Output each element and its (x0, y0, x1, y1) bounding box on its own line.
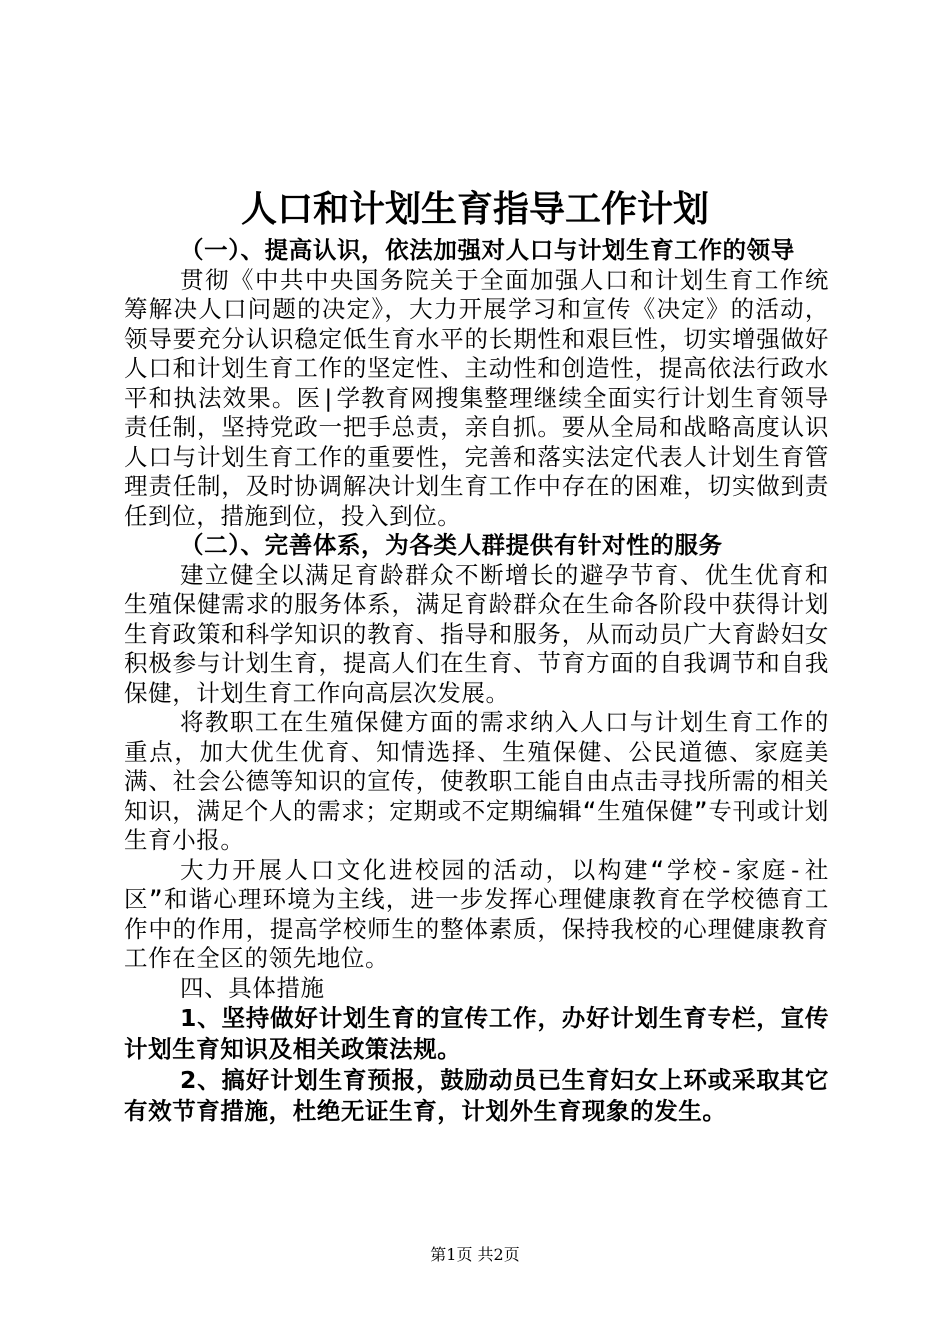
body-paragraph: 建立健全以满足育龄群众不断增长的避孕节育、优生优育和生殖保健需求的服务体系，满足育龄群众在生命各阶段中获得计划生育政策和科学知识的教育、指导和服务，从而动员广大育龄妇女积极参与计划生育，提高人们在生育、节育方面的自我调节和自我保健，计划生育工作向高层次发展。 (124, 560, 829, 707)
section-heading-2: （二）、完善体系，为各类人群提供有针对性的服务 (180, 531, 723, 559)
document-title: 人口和计划生育指导工作计划 (240, 188, 709, 230)
document-body (124, 236, 829, 1127)
body-paragraph: 大力开展人口文化进校园的活动，以构建“学校-家庭-社区”和谐心理环境为主线，进一步发挥心理健康教育在学校德育工作中的作用，提高学校师生的整体素质，保持我校的心理健康教育工作在全区的领先地位。 (124, 855, 829, 972)
page-number-footer: 第1页 共2页 (430, 1245, 520, 1264)
measure-item: 2、搞好计划生育预报，鼓励动员已生育妇女上环或采取其它有效节育措施，杜绝无证生育，计划外生育现象的发生。 (124, 1066, 829, 1125)
section-heading-4: 四、具体措施 (180, 973, 325, 1002)
body-paragraph: 贯彻《中共中央国务院关于全面加强人口和计划生育工作统筹解决人口问题的决定》，大力开展学习和宣传《决定》的活动，领导要充分认识稳定低生育水平的长期性和艰巨性，切实增强做好人口和计划生育工作的坚定性、主动性和创造性，提高依法行政水平和执法效果。医|学教育网搜集整理继续全面实行计划生育领导责任制，坚持党政一把手总责，亲自抓。要从全局和战略高度认识人口与计划生育工作的重要性，完善和落实法定代表人计划生育管理责任制，及时协调解决计划生育工作中存在的困难，切实做到责任到位，措施到位，投入到位。 (124, 265, 829, 530)
section-heading-1: （一）、提高认识，依法加强对人口与计划生育工作的领导 (180, 236, 795, 264)
measure-item: 1、坚持做好计划生育的宣传工作，办好计划生育专栏，宣传计划生育知识及相关政策法规。 (124, 1004, 829, 1063)
body-paragraph: 将教职工在生殖保健方面的需求纳入人口与计划生育工作的重点，加大优生优育、知情选择、生殖保健、公民道德、家庭美满、社会公德等知识的宣传，使教职工能自由点击寻找所需的相关知识，满足个人的需求；定期或不定期编辑“生殖保健”专刊或计划生育小报。 (124, 708, 829, 854)
